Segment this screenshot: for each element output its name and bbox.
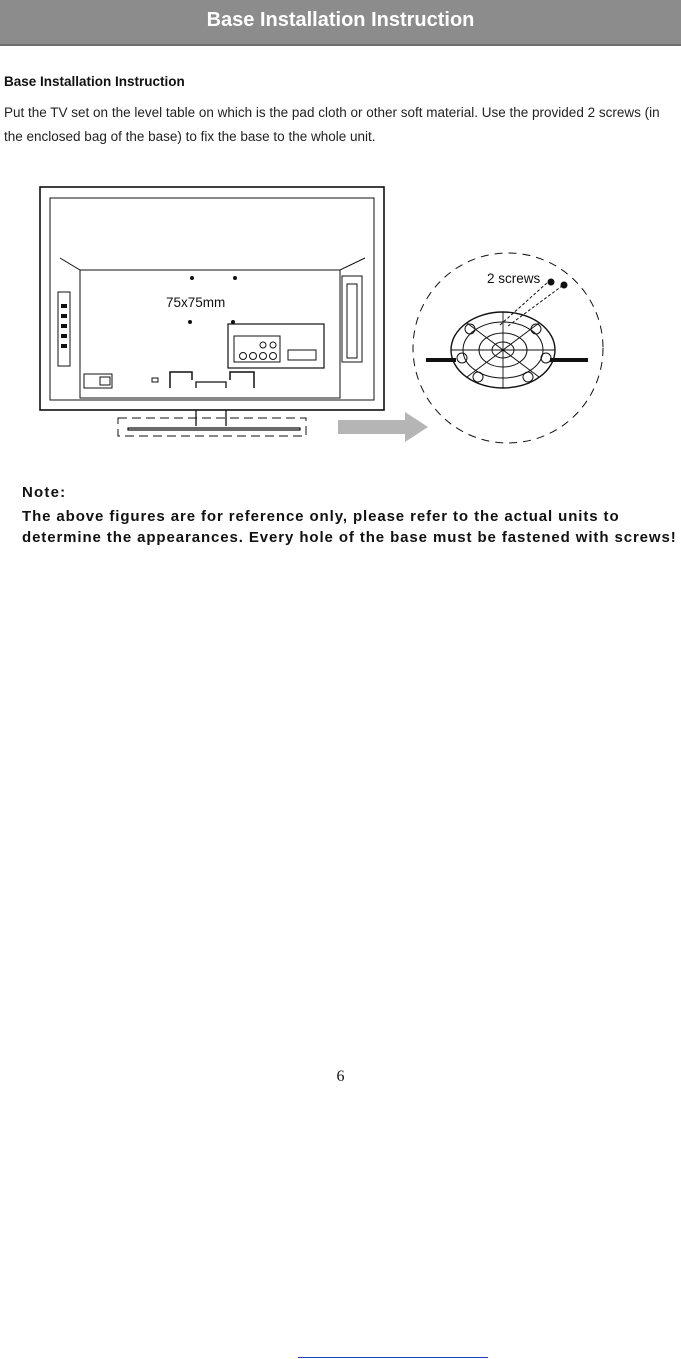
mount-size-label: 75x75mm <box>166 295 226 310</box>
footer-link-underline <box>298 1357 488 1358</box>
tv-back-illustration <box>40 187 384 436</box>
section-heading: Base Installation Instruction <box>4 74 185 89</box>
header-bar <box>0 0 681 46</box>
page-number: 6 <box>336 1068 345 1085</box>
note-heading: Note: <box>22 484 67 501</box>
page-title: Base Installation Instruction <box>206 9 475 31</box>
screws-label: 2 screws <box>487 271 541 286</box>
instruction-text: Put the TV set on the level table on which is the pad cloth or other soft material. Use the provided 2 screws (in the enclosed bag of the base) to fix the base to the whole unit. <box>4 105 660 144</box>
direction-arrow <box>338 412 428 442</box>
note-text: The above figures are for reference only, please refer to the actual units to determine the appearances. Every hole of the base must be fastened with screws! <box>22 508 677 546</box>
installation-figure <box>0 180 681 450</box>
